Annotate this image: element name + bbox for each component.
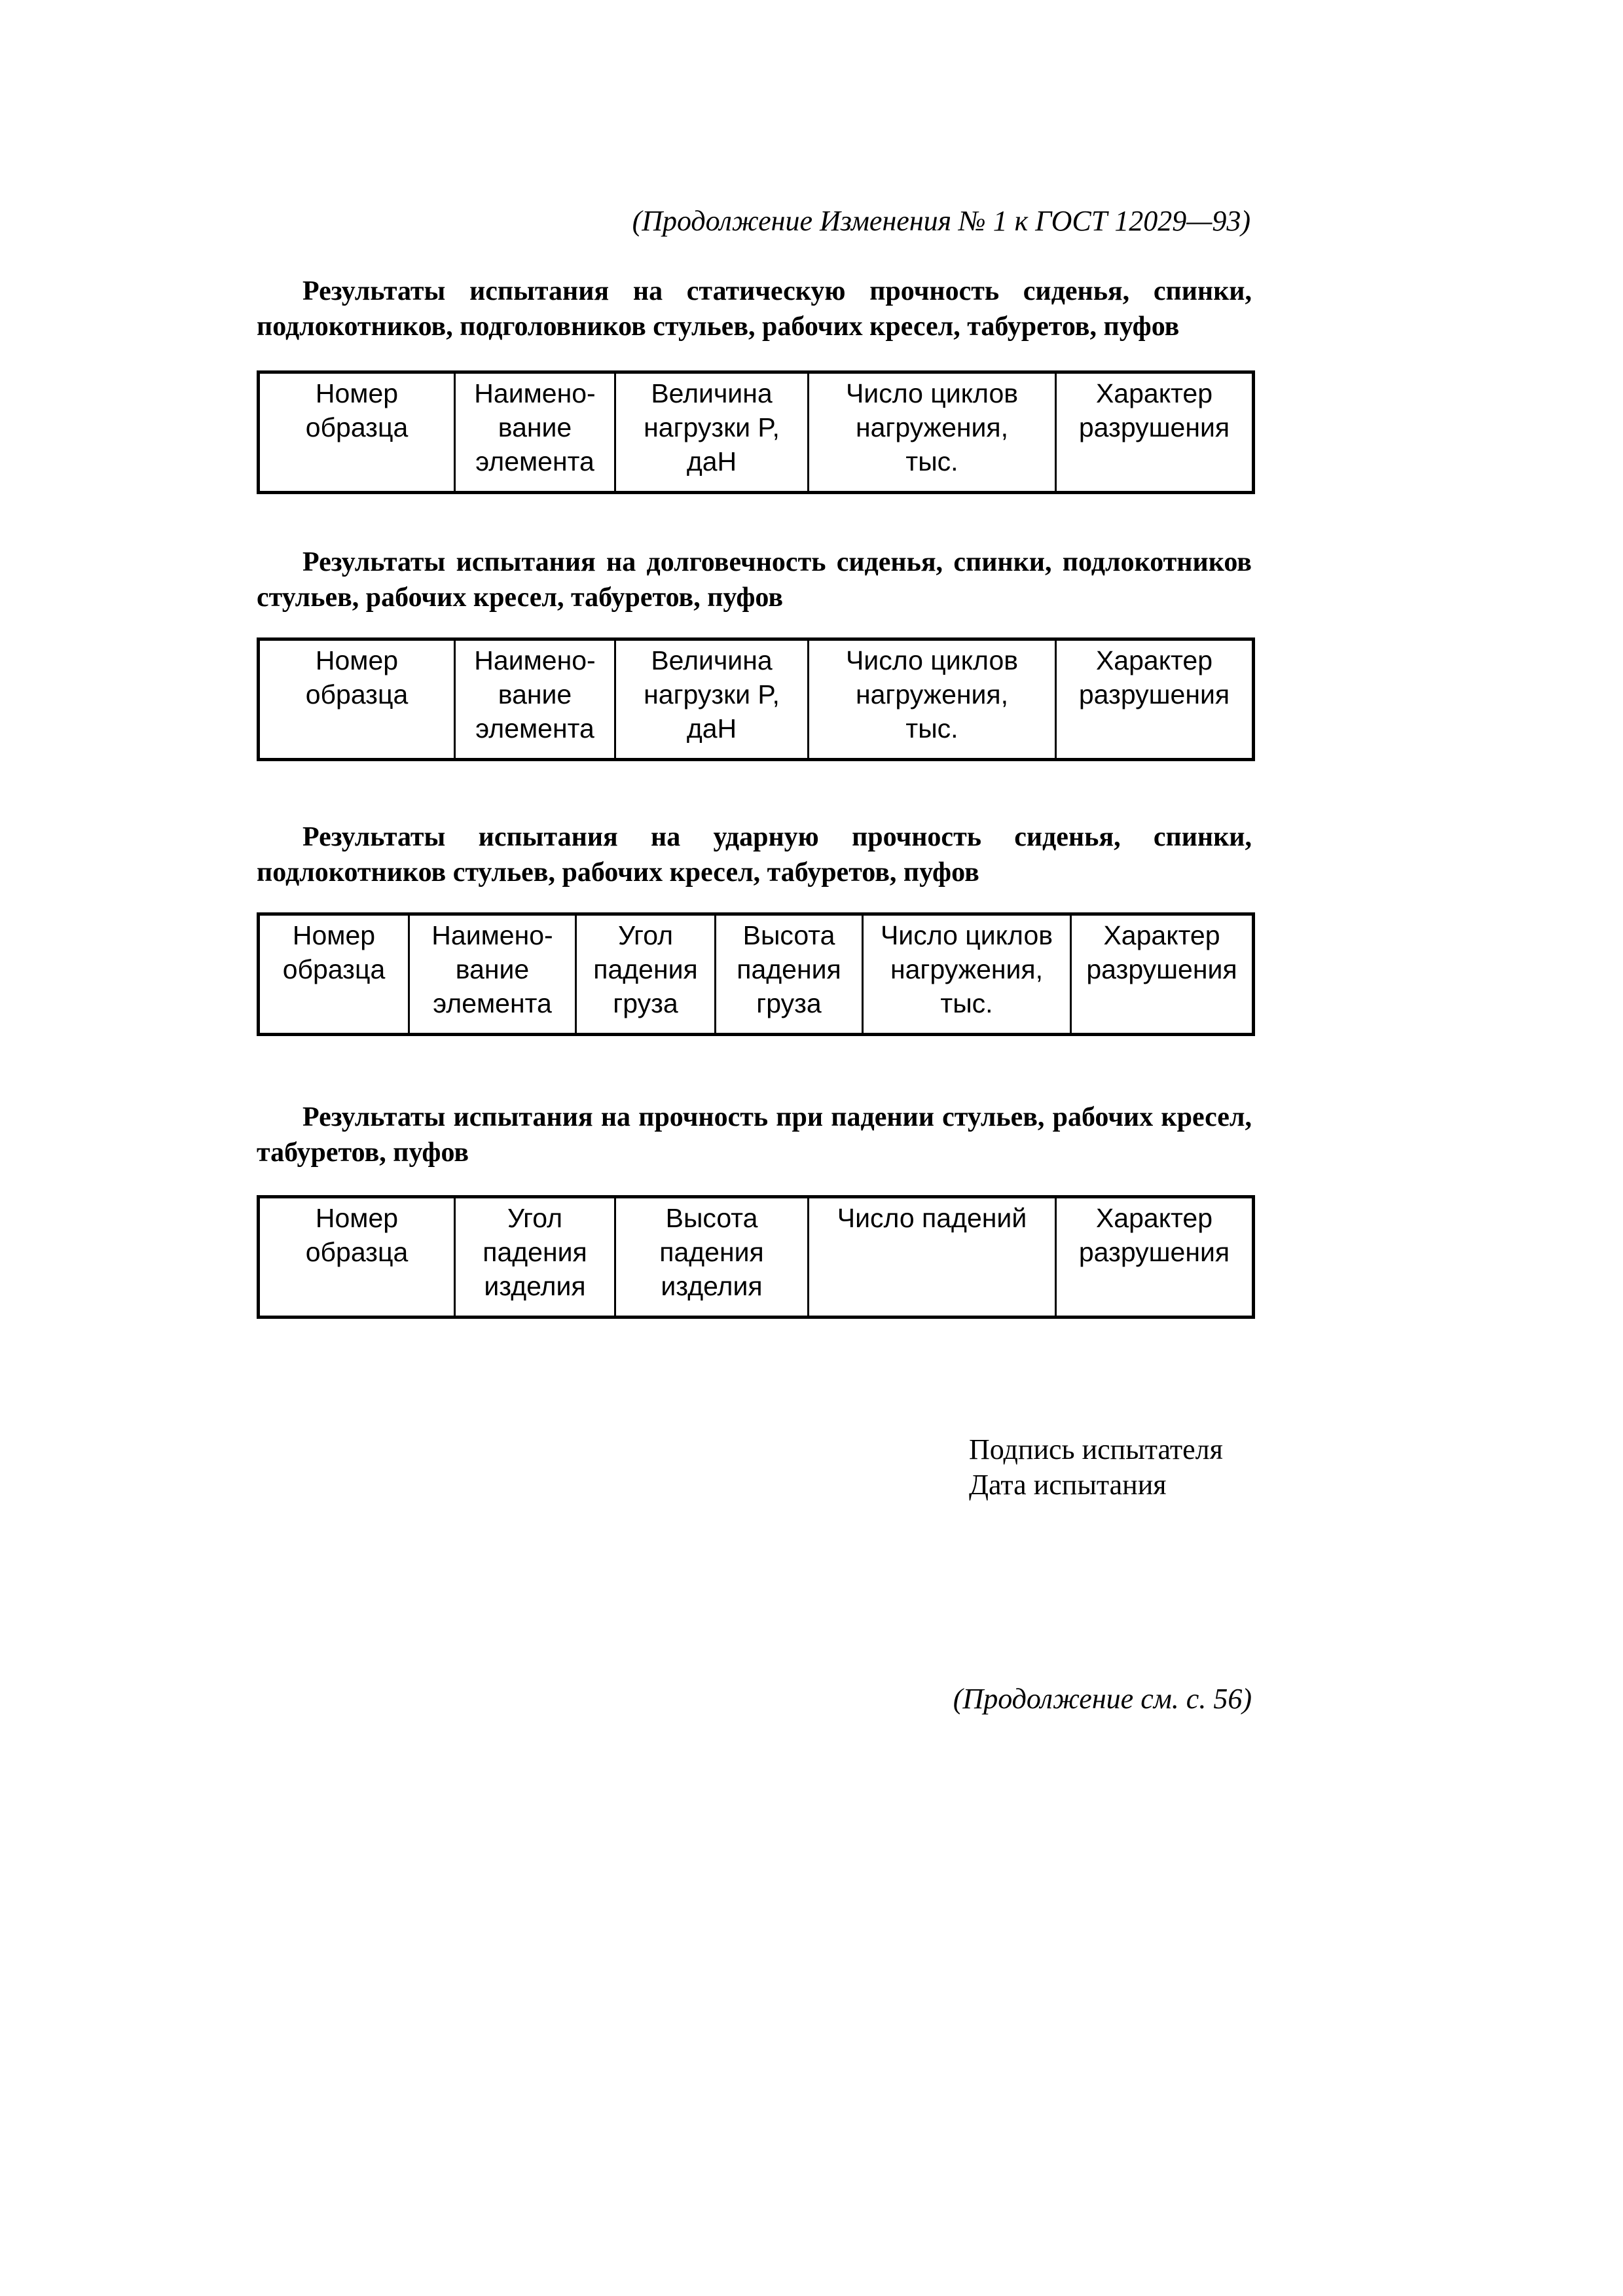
tester-signature-label: Подпись испытателя	[969, 1433, 1223, 1465]
column-header: Номер образца	[259, 372, 455, 493]
column-header: Характер разрушения	[1056, 1197, 1254, 1318]
column-header: Число циклов нагружения, тыс.	[863, 914, 1071, 1035]
column-header: Характер разрушения	[1056, 372, 1254, 493]
column-header: Характер разрушения	[1056, 639, 1254, 760]
table-impact-strength	[257, 912, 1255, 1036]
column-header: Величина нагрузки P, даН	[615, 372, 809, 493]
column-header: Угол падения изделия	[455, 1197, 615, 1318]
column-header: Величина нагрузки P, даН	[615, 639, 809, 760]
column-header: Характер разрушения	[1071, 914, 1254, 1035]
signature-block	[969, 1432, 1223, 1503]
column-header: Номер образца	[259, 639, 455, 760]
column-header: Наимено- вание элемента	[455, 372, 615, 493]
table-durability	[257, 637, 1255, 761]
column-header: Наимено- вание элемента	[409, 914, 576, 1035]
test-date-label: Дата испытания	[969, 1469, 1167, 1501]
page-header: (Продолжение Изменения № 1 к ГОСТ 12029—93)	[632, 205, 1250, 237]
table-drop-strength	[257, 1195, 1255, 1319]
column-header: Число циклов нагружения, тыс.	[809, 372, 1056, 493]
column-header: Номер образца	[259, 914, 409, 1035]
column-header: Номер образца	[259, 1197, 455, 1318]
page-footer: (Продолжение см. с. 56)	[953, 1683, 1252, 1715]
table-static-strength	[257, 370, 1255, 494]
column-header: Наимено- вание элемента	[455, 639, 615, 760]
section-heading-drop-strength: Результаты испытания на прочность при падении стульев, рабочих кресел, табуретов, пуфов	[257, 1102, 1252, 1168]
column-header: Высота падения груза	[716, 914, 863, 1035]
section-heading-impact-strength: Результаты испытания на ударную прочность сиденья, спинки, подлокотников стульев, рабочих кресел, табуретов, пуфов	[257, 822, 1252, 888]
section-heading-static-strength: Результаты испытания на статическую прочность сиденья, спинки, подлокотников, подголовников стульев, рабочих кресел, табуретов, пуфов	[257, 276, 1252, 342]
column-header: Угол падения груза	[576, 914, 716, 1035]
column-header: Число циклов нагружения, тыс.	[809, 639, 1056, 760]
section-heading-durability: Результаты испытания на долговечность сиденья, спинки, подлокотников стульев, рабочих кресел, табуретов, пуфов	[257, 547, 1252, 613]
column-header: Высота падения изделия	[615, 1197, 809, 1318]
column-header: Число падений	[809, 1197, 1056, 1318]
